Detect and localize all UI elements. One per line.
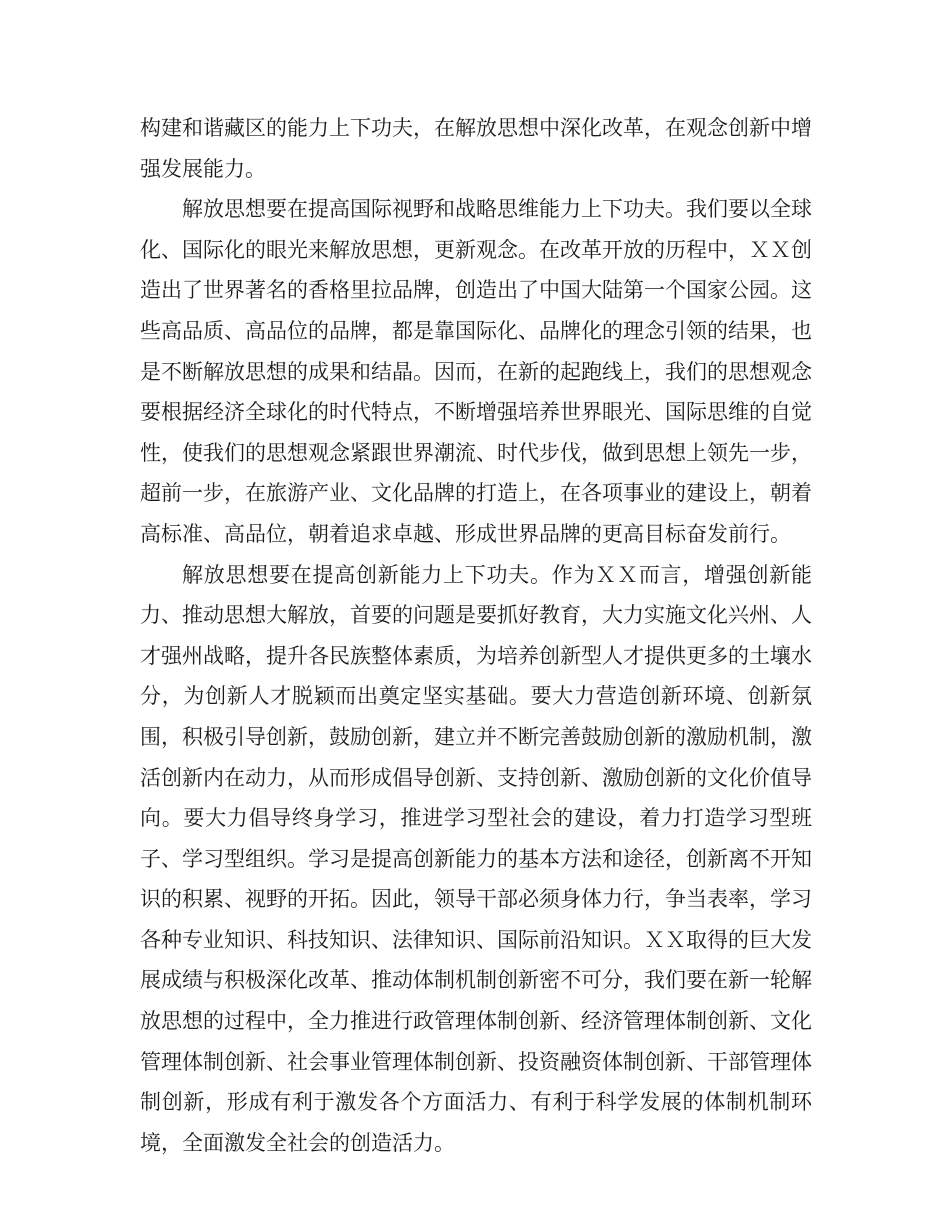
paragraph-continuation: 构建和谐藏区的能力上下功夫，在解放思想中深化改革，在观念创新中增强发展能力。	[140, 116, 812, 181]
paragraph-international-vision: 解放思想要在提高国际视野和战略思维能力上下功夫。我们要以全球化、国际化的眼光来解放思想，更新观念。在改革开放的历程中，ＸＸ创造出了世界著名的香格里拉品牌，创造出了中国大陆第一个国家公园。这些高品质、高品位的品牌，都是靠国际化、品牌化的理念引领的结果，也是不断解放思想的成果和结晶。因而，在新的起跑线上，我们的思想观念要根据经济全球化的时代特点，不断增强培养世界眼光、国际思维的自觉性，使我们的思想观念紧跟世界潮流、时代步伐，做到思想上领先一步，超前一步，在旅游产业、文化品牌的打造上，在各项事业的建设上，朝着高标准、高品位，朝着追求卓越、形成世界品牌的更高目标奋发前行。	[140, 197, 812, 546]
document-body	[140, 108, 812, 1163]
paragraph-innovation-ability: 解放思想要在提高创新能力上下功夫。作为ＸＸ而言，增强创新能力、推动思想大解放，首要的问题是要抓好教育，大力实施文化兴州、人才强州战略，提升各民族整体素质，为培养创新型人才提供更多的土壤水分，为创新人才脱颖而出奠定坚实基础。要大力营造创新环境、创新氛围，积极引导创新，鼓励创新，建立并不断完善鼓励创新的激励机制，激活创新内在动力，从而形成倡导创新、支持创新、激励创新的文化价值导向。要大力倡导终身学习，推进学习型社会的建设，着力打造学习型班子、学习型组织。学习是提高创新能力的基本方法和途径，创新离不开知识的积累、视野的开拓。因此，领导干部必须身体力行，争当表率，学习各种专业知识、科技知识、法律知识、国际前沿知识。ＸＸ取得的巨大发展成绩与积极深化改革、推动体制机制创新密不可分，我们要在新一轮解放思想的过程中，全力推进行政管理体制创新、经济管理体制创新、文化管理体制创新、社会事业管理体制创新、投资融资体制创新、干部管理体制创新，形成有利于激发各个方面活力、有利于科学发展的体制机制环境，全面激发全社会的创造活力。	[140, 562, 812, 1155]
